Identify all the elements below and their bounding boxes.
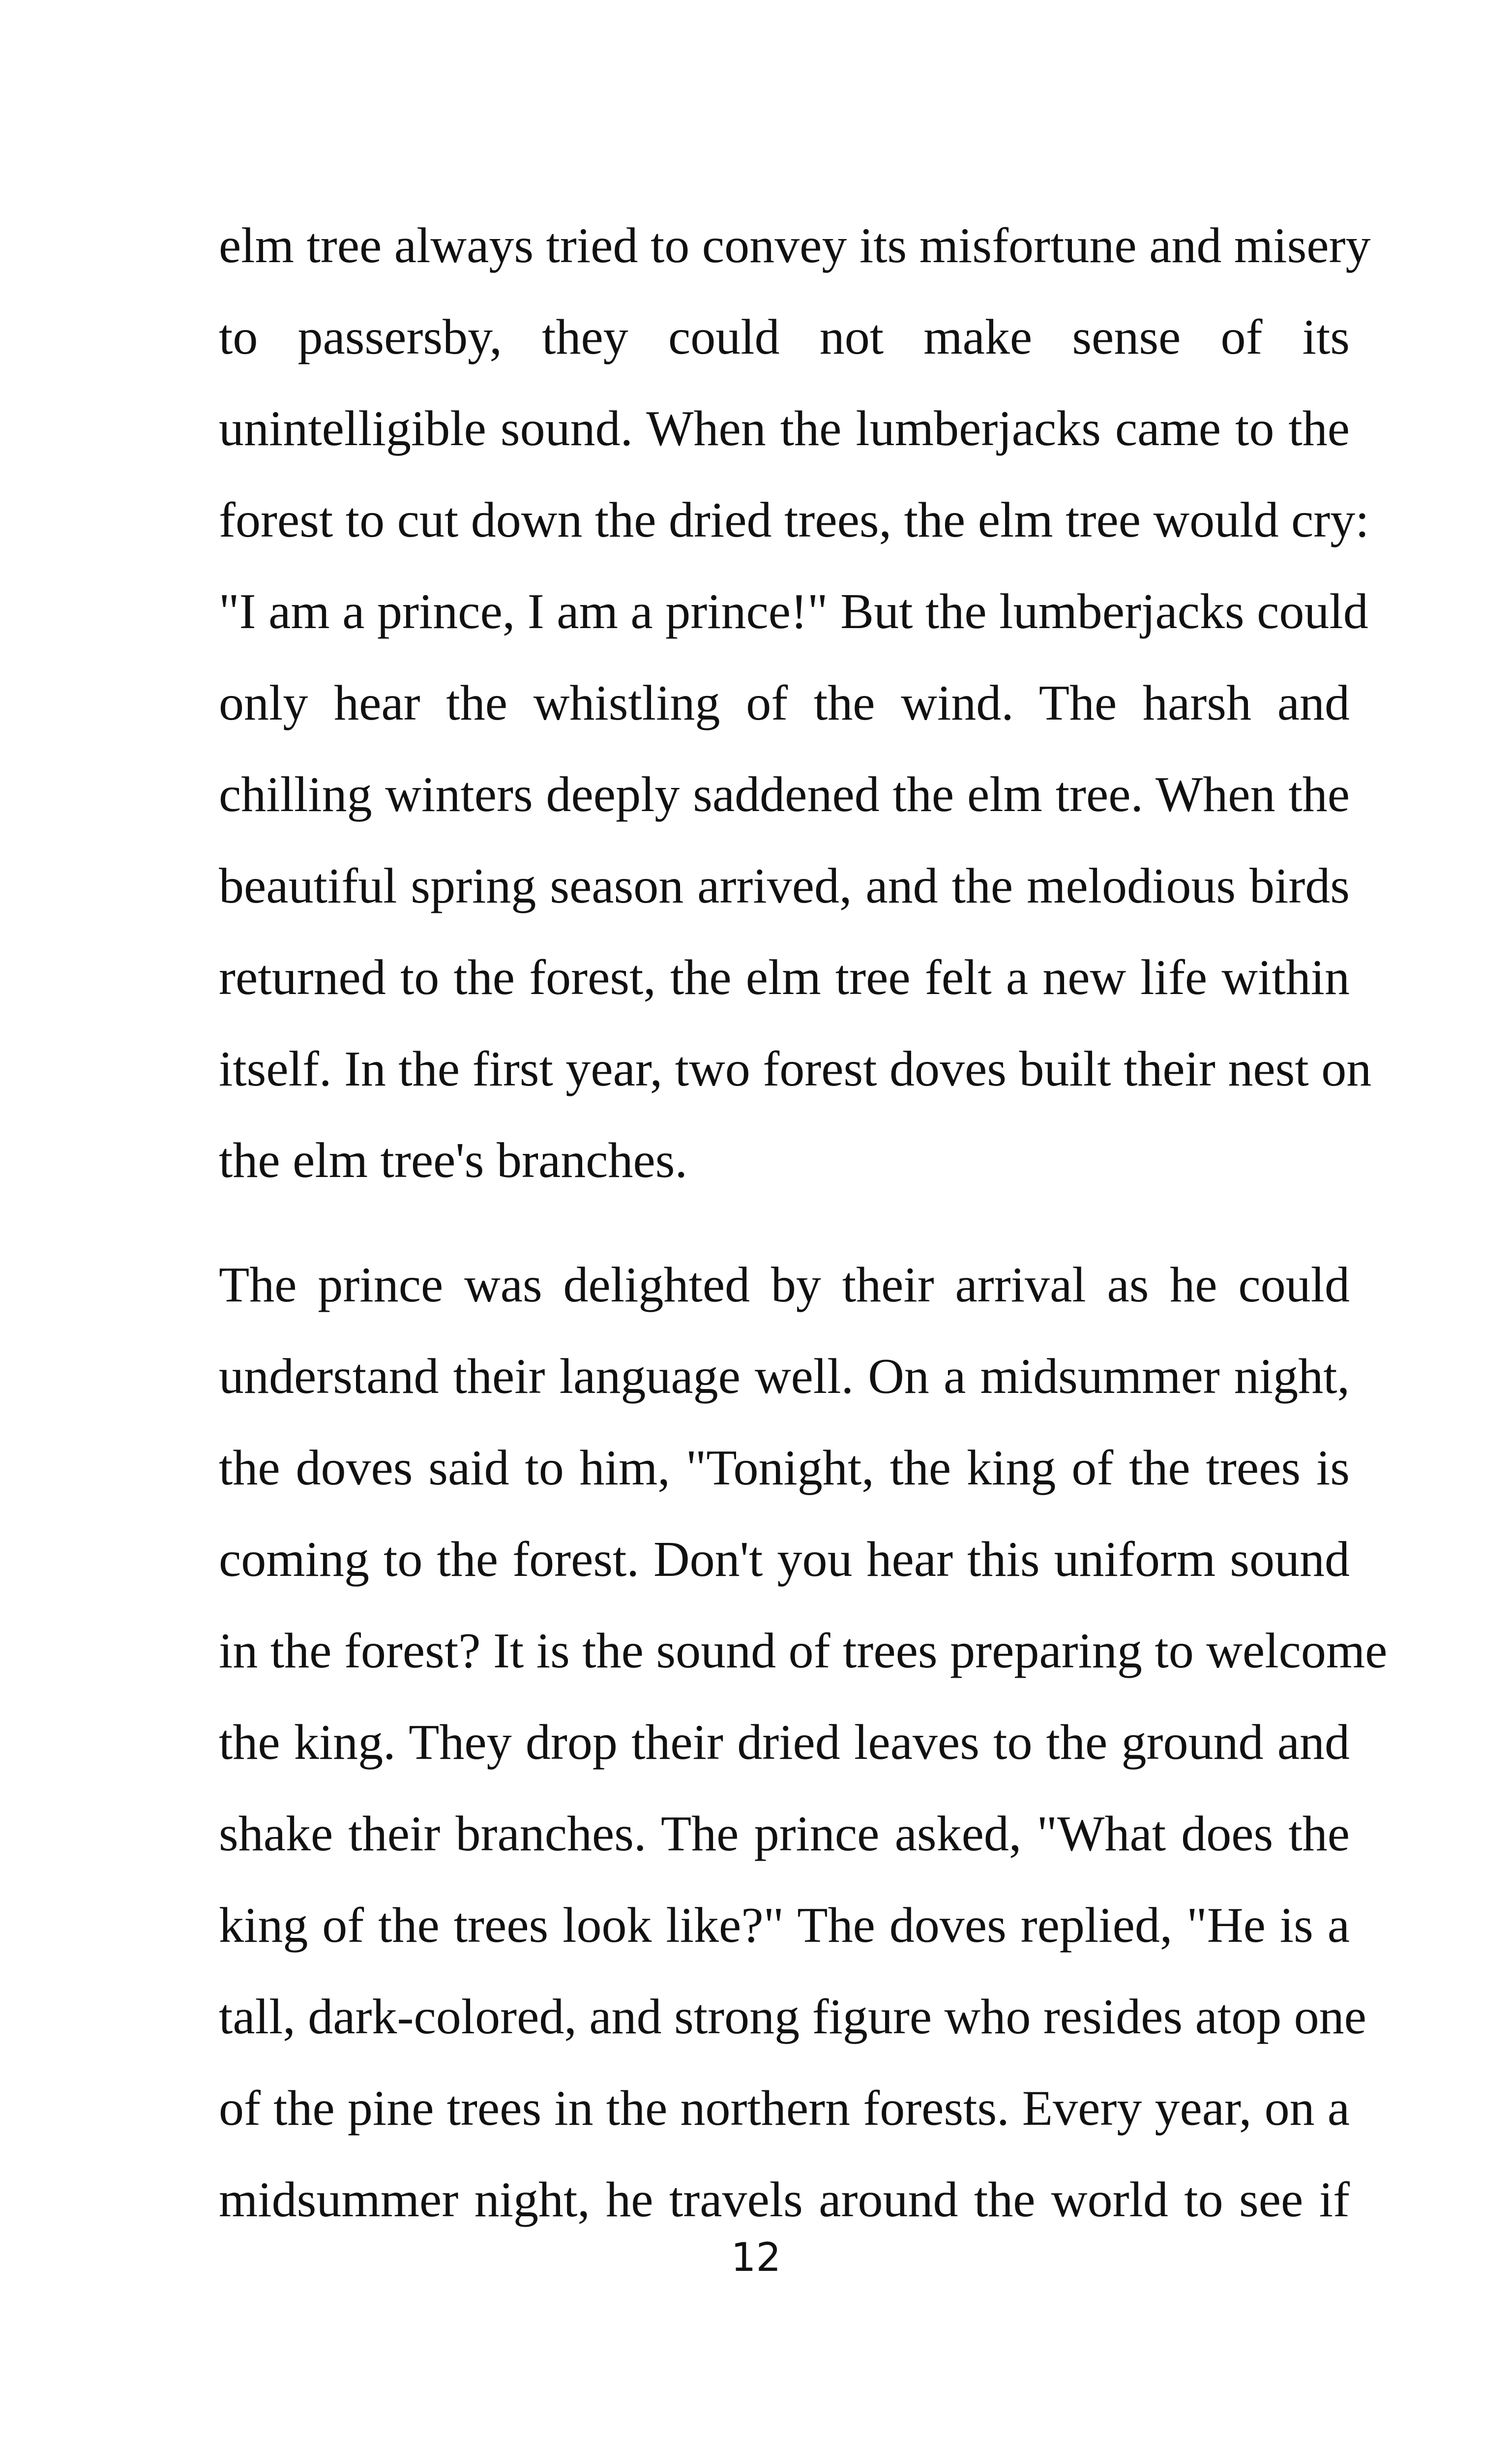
text-line: chilling winters deeply saddened the elm tree. When the: [219, 767, 1350, 822]
text-line: The prince was delighted by their arrival as he could: [219, 1257, 1350, 1313]
text-line: unintelligible sound. When the lumberjacks came to the: [219, 401, 1350, 456]
paragraph-1: [219, 200, 1372, 1206]
text-line: shake their branches. The prince asked, "What does the: [219, 1806, 1350, 1862]
text-line: the doves said to him, "Tonight, the king of the trees is: [219, 1440, 1350, 1496]
text-line: understand their language well. On a midsummer night,: [219, 1349, 1350, 1404]
page-number: 12: [731, 2234, 781, 2280]
text-line: forest to cut down the dried trees, the elm tree would cry:: [219, 492, 1369, 548]
text-line: coming to the forest. Don't you hear this uniform sound: [219, 1532, 1350, 1587]
text-line: itself. In the first year, two forest doves built their nest on: [219, 1041, 1372, 1097]
text-line: of the pine trees in the northern forests. Every year, on a: [219, 2081, 1350, 2136]
text-line: tall, dark-colored, and strong figure who resides atop one: [219, 1989, 1366, 2045]
text-line: elm tree always tried to convey its misfortune and misery: [219, 218, 1371, 273]
text-line: the elm tree's branches.: [219, 1133, 687, 1188]
text-line: midsummer night, he travels around the world to see if: [219, 2172, 1350, 2228]
paragraph-2: [219, 1239, 1388, 2246]
text-line: only hear the whistling of the wind. The harsh and: [219, 675, 1350, 731]
text-line: king of the trees look like?" The doves replied, "He is a: [219, 1898, 1350, 1953]
text-line: to passersby, they could not make sense of its: [219, 309, 1350, 365]
text-line: the king. They drop their dried leaves to the ground and: [219, 1715, 1350, 1770]
text-line: "I am a prince, I am a prince!" But the lumberjacks could: [219, 584, 1368, 639]
text-line: in the forest? It is the sound of trees preparing to welcome: [219, 1623, 1388, 1679]
text-line: beautiful spring season arrived, and the melodious birds: [219, 858, 1350, 914]
text-line: returned to the forest, the elm tree felt a new life within: [219, 950, 1350, 1005]
